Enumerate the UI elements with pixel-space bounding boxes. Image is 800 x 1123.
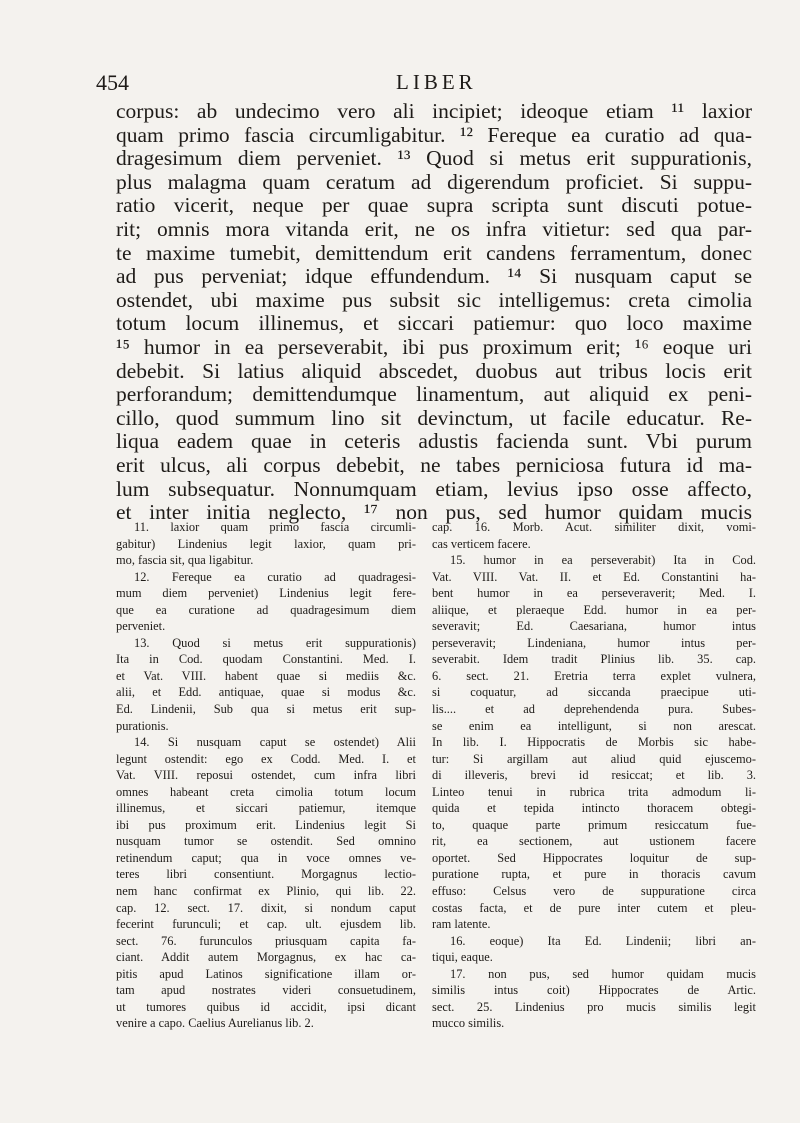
main-text-line: ostendet, ubi maxime pus subsit sic intelligemus: creta cimolia bbox=[116, 288, 752, 312]
footnote-line: tur: Si argillam aut aliud quid ejuscemo- bbox=[432, 751, 756, 766]
footnote-line: nem hanc confirmat ex Plinio, qui lib. 22. bbox=[116, 884, 416, 899]
footnote-line: 13. Quod si metus erit suppurationis) bbox=[134, 635, 416, 650]
footnote-line: ram latente. bbox=[432, 917, 491, 932]
footnote-line: legunt ostendit: ego ex Codd. Med. I. et bbox=[116, 751, 416, 766]
footnote-line: cap. 12. sect. 17. dixit, si nondum caput bbox=[116, 900, 416, 915]
main-text-line: quam primo fascia circumligabitur. ¹² Fereque ea curatio ad qua- bbox=[116, 123, 752, 147]
footnotes-section bbox=[0, 519, 800, 1079]
footnote-line: cas verticem facere. bbox=[432, 536, 531, 551]
footnote-line: severavit; Ed. Caesariana, humor intus bbox=[432, 619, 756, 634]
main-text-line: cillo, quod summum lino sit devinctum, ut facile educatur. Re- bbox=[116, 406, 752, 430]
footnote-line: bent humor in ea perseveraverit; Med. I. bbox=[432, 586, 756, 601]
footnote-line: Ed. Lindenii, Sub qua si metus erit sup- bbox=[116, 702, 416, 717]
footnote-line: di illeveris, brevi id resiccat; et lib. 3. bbox=[432, 768, 756, 783]
footnote-line: mucco similis. bbox=[432, 1016, 505, 1031]
main-text-line: ¹⁵ humor in ea perseverabit, ibi pus proximum erit; ¹⁶ eoque uri bbox=[116, 335, 752, 359]
footnote-line: mum diem perveniet) Lindenius legit fere- bbox=[116, 586, 416, 601]
footnote-line: effuso: Celsus vero de suppuratione circa bbox=[432, 884, 756, 899]
main-text-line: ratio vicerit, neque per quae supra scripta sunt discuti potue- bbox=[116, 194, 752, 218]
footnote-line: oportet. Sed Hippocrates loquitur de sup- bbox=[432, 850, 756, 865]
footnote-line: teres libri consentiunt. Morgagnus lectio- bbox=[116, 867, 416, 882]
footnote-line: cap. 16. Morb. Acut. similiter dixit, vomi- bbox=[432, 520, 756, 534]
footnote-line: 14. Si nusquam caput se ostendet) Alii bbox=[134, 735, 416, 750]
footnote-line: 17. non pus, sed humor quidam mucis bbox=[450, 966, 756, 981]
page-header bbox=[0, 70, 800, 94]
main-text-line: debebit. Si latius aliquid abscedet, duobus aut tribus locis erit bbox=[116, 359, 752, 383]
footnote-line: lis.... et ad deprehendenda pura. Subes- bbox=[432, 702, 756, 717]
main-text-line: te maxime tumebit, demittendum erit candens ferramentum, donec bbox=[116, 241, 752, 265]
footnote-line: gabitur) Lindenius legit laxior, quam pri- bbox=[116, 536, 416, 551]
main-text-line: ad pus perveniat; idque effundendum. ¹⁴ Si nusquam caput se bbox=[116, 265, 752, 289]
main-text-line: rit; omnis mora vitanda erit, ne os infra vitietur: sed qua par- bbox=[116, 217, 752, 241]
footnote-line: puratione rupta, et pure in thoracis cavum bbox=[432, 867, 756, 882]
footnote-line: fecerint furunculi; et cap. ult. ejusdem lib. bbox=[116, 917, 416, 932]
footnote-line: mo, fascia sit, qua ligabitur. bbox=[116, 553, 254, 568]
footnote-line: Ita in Cod. quodam Constantini. Med. I. bbox=[116, 652, 416, 667]
main-text-line: totum locum illinemus, et siccari patiemur: quo loco maxime bbox=[116, 312, 752, 336]
main-text-line: liqua eadem quae in ceteris adustis facienda sunt. Vbi purum bbox=[116, 430, 752, 454]
footnote-line: pitis apud Latinos significatione illam or- bbox=[116, 966, 416, 981]
footnotes-left-column bbox=[116, 519, 416, 1032]
footnote-line: 6. sect. 21. Eretria terra explet vulnera, bbox=[432, 668, 756, 683]
footnote-line: se enim ea intelligunt, si non arescat. bbox=[432, 718, 756, 733]
footnote-line: quida et tepida intincto thoracem obtegi- bbox=[432, 801, 756, 816]
footnote-line: sect. 76. furunculos priusquam capita fa- bbox=[116, 933, 416, 948]
footnote-line: perveniet. bbox=[116, 619, 166, 634]
footnote-line: perseveravit; Lindeniana, humor intus per- bbox=[432, 635, 756, 650]
footnote-line: 15. humor in ea perseverabit) Ita in Cod. bbox=[450, 553, 756, 568]
footnote-line: si coquatur, ad siccanda praecipue uti- bbox=[432, 685, 756, 700]
footnote-line: costas facta, et de pure inter cutem et pleu- bbox=[432, 900, 756, 915]
page-number: 454 bbox=[96, 70, 129, 95]
footnote-line: retinendum caput; qua in voce omnes ve- bbox=[116, 850, 416, 865]
footnote-line: tam apud nostrates videri consuetudinem, bbox=[116, 983, 416, 998]
main-text-line: erit ulcus, ali corpus debebit, ne tabes perniciosa futura id ma- bbox=[116, 453, 752, 477]
footnote-line: nusquam tumor se ostendit. Sed omnino bbox=[116, 834, 416, 849]
footnote-line: ut tumores quibus id accidit, ipsi dicant bbox=[116, 999, 416, 1014]
footnote-line: Vat. VIII. Vat. II. et Ed. Constantini ha- bbox=[432, 569, 756, 584]
footnote-line: alii, et Edd. antiquae, quae si modus &c. bbox=[116, 685, 416, 700]
footnote-line: ibi pus proximum erit. Lindenius legit Si bbox=[116, 817, 416, 832]
footnote-line: 12. Fereque ea curatio ad quadragesi- bbox=[134, 569, 416, 584]
footnote-line: tiqui, eaque. bbox=[432, 950, 493, 965]
running-head: LIBER bbox=[396, 70, 477, 94]
footnote-line: purationis. bbox=[116, 718, 169, 733]
main-text-block bbox=[116, 100, 752, 525]
footnote-line: Linteo tenui in rubrica trita admodum li- bbox=[432, 784, 756, 799]
main-text-line: lum subsequatur. Nonnumquam etiam, levius ipso osse affecto, bbox=[116, 477, 752, 501]
footnote-line: aliique, et pleraeque Edd. humor in ea per- bbox=[432, 602, 756, 617]
footnotes-right-column bbox=[432, 519, 756, 1032]
footnote-line: illinemus, et siccari patiemur, itemque bbox=[116, 801, 416, 816]
footnote-line: et Vat. VIII. habent quae si mediis &c. bbox=[116, 668, 416, 683]
main-text-line: et inter initia neglecto, ¹⁷ non pus, sed humor quidam mucis bbox=[116, 501, 752, 525]
footnote-line: sect. 25. Lindenius pro mucis similis legit bbox=[432, 999, 756, 1014]
main-text-line: corpus: ab undecimo vero ali incipiet; ideoque etiam ¹¹ laxior bbox=[116, 100, 752, 123]
main-text-line: plus malagma quam ceratum ad digerendum proficiet. Si suppu- bbox=[116, 170, 752, 194]
main-text-line: perforandum; demittendumque linamentum, aut aliquid ex peni- bbox=[116, 383, 752, 407]
footnote-line: severabit. Idem tradit Plinius lib. 35. cap. bbox=[432, 652, 756, 667]
footnote-line: venire a capo. Caelius Aurelianus lib. 2. bbox=[116, 1016, 314, 1031]
footnote-line: ciant. Addit autem Morgagnus, ex hac ca- bbox=[116, 950, 416, 965]
footnote-line: In lib. I. Hippocratis de Morbis sic habe- bbox=[432, 735, 756, 750]
footnote-line: omnes habeant creta cimolia totum locum bbox=[116, 784, 416, 799]
footnote-line: similis intus coit) Hippocrates de Artic. bbox=[432, 983, 756, 998]
footnote-line: to, quaque parte primum resiccatum fue- bbox=[432, 817, 756, 832]
footnote-line: que ea curatione ad quadragesimum diem bbox=[116, 602, 416, 617]
footnote-line: 16. eoque) Ita Ed. Lindenii; libri an- bbox=[450, 933, 756, 948]
footnote-line: rit, ea sectionem, aut ustionem facere bbox=[432, 834, 756, 849]
footnote-line: 11. laxior quam primo fascia circumli- bbox=[134, 520, 416, 534]
main-text-line: dragesimum diem perveniet. ¹³ Quod si metus erit suppurationis, bbox=[116, 147, 752, 171]
footnote-line: Vat. VIII. reposui ostendet, cum infra libri bbox=[116, 768, 416, 783]
